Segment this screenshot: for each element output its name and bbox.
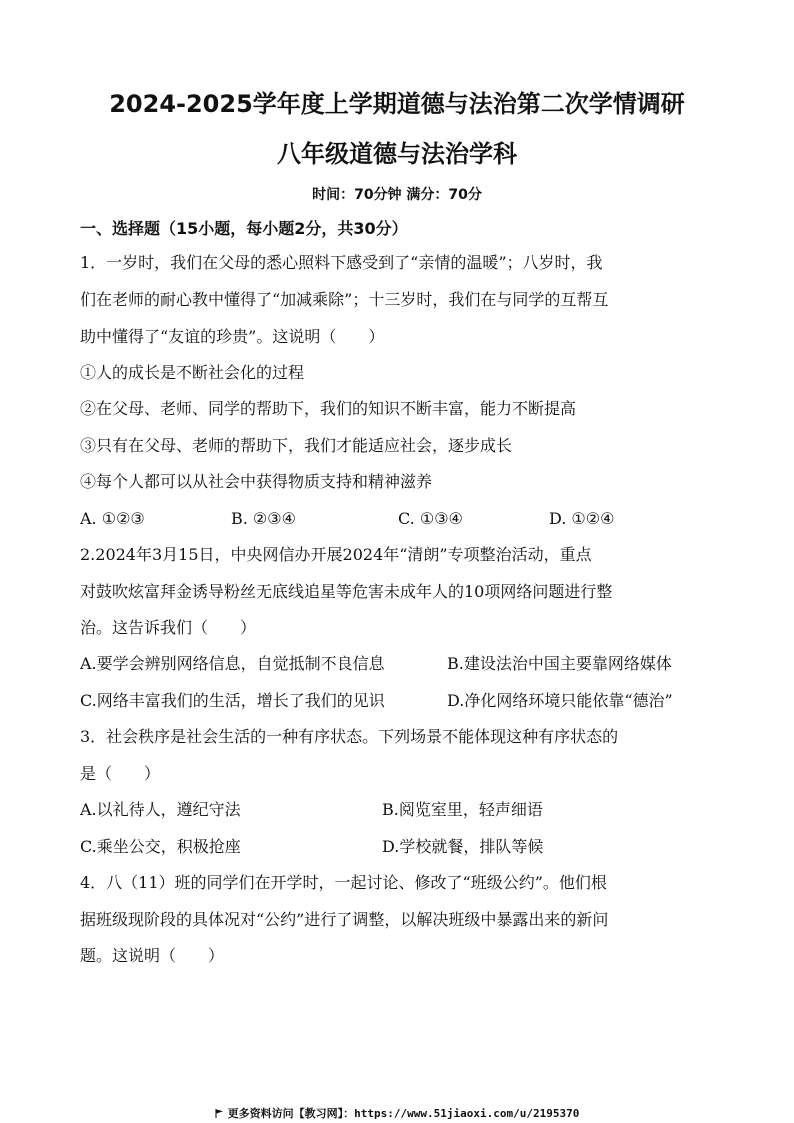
q1-statement-2: ②在父母、老师、同学的帮助下，我们的知识不断丰富，能力不断提高 (80, 399, 577, 418)
section-heading: 一、选择题（15小题，每小题2分，共30分） (80, 219, 408, 238)
q1-option-d: D. ①②④ (549, 509, 615, 528)
q3-option-d: D.学校就餐，排队等候 (382, 837, 544, 856)
q4-line2: 据班级现阶段的具体况对“公约”进行了调整，以解决班级中暴露出来的新问 (80, 910, 609, 929)
footer-text: 更多资料访问【教习网】：https://www.51jiaoxi.com/u/2195370 (227, 1107, 580, 1120)
q3-line1: 3．社会秩序是社会生活的一种有序状态。下列场景不能体现这种有序状态的 (80, 727, 619, 746)
q1-statement-3: ③只有在父母、老师的帮助下，我们才能适应社会，逐步成长 (80, 436, 513, 455)
q4-line1: 4．八（11）班的同学们在开学时，一起讨论、修改了“班级公约”。他们根 (80, 873, 607, 892)
exam-meta: 时间：70分钟 满分：70分 (312, 187, 482, 203)
exam-subtitle: 八年级道德与法治学科 (277, 140, 517, 168)
q2-line2: 对鼓吹炫富拜金诱导粉丝无底线追星等危害未成年人的10项网络问题进行整 (80, 582, 613, 601)
q2-option-d: D.净化网络环境只能依靠“德治” (447, 691, 673, 710)
q1-line3: 助中懂得了“友谊的珍贵”。这说明（ ） (80, 327, 385, 346)
flag-icon (215, 1109, 224, 1118)
exam-title: 2024-2025学年度上学期道德与法治第二次学情调研 (109, 90, 685, 118)
q1-line2: 们在老师的耐心教中懂得了“加减乘除”；十三岁时，我们在与同学的互帮互 (80, 290, 609, 309)
q1-option-b: B. ②③④ (231, 509, 296, 528)
q2-option-b: B.建设法治中国主要靠网络媒体 (447, 654, 672, 673)
q1-option-c: C. ①③④ (398, 509, 463, 528)
q4-line3: 题。这说明（ ） (80, 946, 225, 965)
q1-line1: 1．一岁时，我们在父母的悉心照料下感受到了“亲情的温暖”；八岁时，我 (80, 253, 603, 272)
q3-option-b: B.阅览室里，轻声细语 (382, 800, 543, 819)
q2-line1: 2.2024年3月15日，中央网信办开展2024年“清朗”专项整治活动，重点 (80, 545, 592, 564)
q2-line3: 治。这告诉我们（ ） (80, 618, 257, 637)
q2-option-a: A.要学会辨别网络信息，自觉抵制不良信息 (80, 654, 385, 673)
q3-option-a: A.以礼待人，遵纪守法 (80, 800, 241, 819)
q1-option-a: A. ①②③ (80, 509, 145, 528)
q1-statement-4: ④每个人都可以从社会中获得物质支持和精神滋养 (80, 472, 433, 491)
footer-link[interactable] (0, 1105, 794, 1121)
q2-option-c: C.网络丰富我们的生活，增长了我们的见识 (80, 691, 385, 710)
q3-option-c: C.乘坐公交，积极抢座 (80, 837, 241, 856)
q3-line2: 是（ ） (80, 764, 161, 783)
q1-statement-1: ①人的成长是不断社会化的过程 (80, 363, 305, 382)
